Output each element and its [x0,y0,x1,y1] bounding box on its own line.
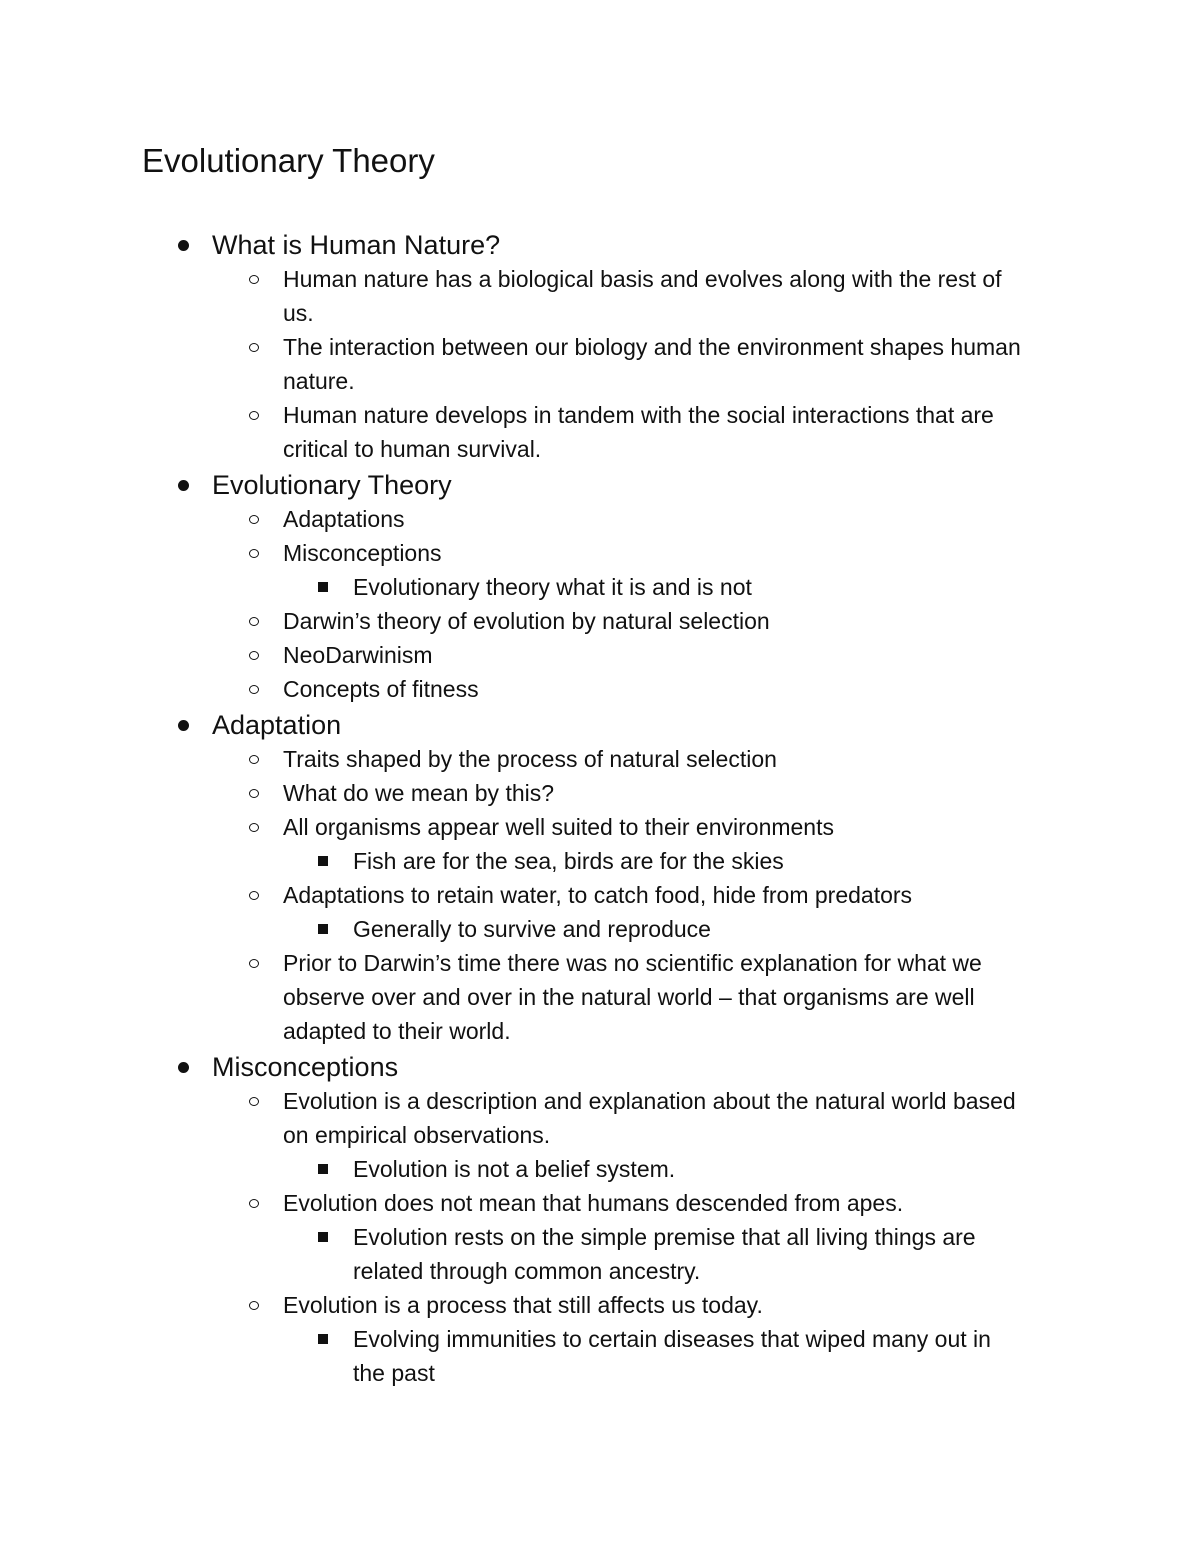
sub-list [212,742,1200,1048]
hollow-circle-bullet-icon [249,1199,259,1208]
nested-list-item-text: Generally to survive and reproduce [353,916,711,942]
hollow-circle-bullet-icon [249,651,259,660]
nested-list-item [0,1322,1003,1390]
list-item [0,810,1033,844]
nested-list-item-text: Evolutionary theory what it is and is not [353,574,752,600]
filled-circle-bullet-icon [178,480,189,491]
list-item-text: Misconceptions [283,540,442,566]
sub-list [212,1084,1200,1390]
hollow-circle-bullet-icon [249,515,259,524]
nested-list [212,1322,1200,1390]
list-item [0,536,1033,570]
square-bullet-icon [318,1232,328,1242]
hollow-circle-bullet-icon [249,823,259,832]
hollow-circle-bullet-icon [249,1097,259,1106]
hollow-circle-bullet-icon [249,1301,259,1310]
list-item-text: NeoDarwinism [283,642,433,668]
list-item [0,1288,1033,1322]
list-item [0,502,1033,536]
list-item-text: Darwin’s theory of evolution by natural selection [283,608,770,634]
section-heading: Evolutionary Theory [212,470,452,500]
hollow-circle-bullet-icon [249,789,259,798]
outline-item [0,708,1200,1048]
nested-list [212,844,1200,878]
list-item [0,262,1033,330]
list-item [0,638,1033,672]
list-item [0,330,1033,398]
list-item-text: Human nature develops in tandem with the social interactions that are critical to human survival. [283,402,994,462]
hollow-circle-bullet-icon [249,411,259,420]
hollow-circle-bullet-icon [249,617,259,626]
nested-list-item-text: Evolving immunities to certain diseases that wiped many out in the past [353,1326,991,1386]
list-item [0,946,1033,1048]
nested-list [212,912,1200,946]
list-item-text: Concepts of fitness [283,676,479,702]
list-item-text: Prior to Darwin’s time there was no scientific explanation for what we observe over and over in the natural world – that organisms are well adapted to their world. [283,950,982,1044]
nested-list-item [0,912,1003,946]
list-item [0,604,1033,638]
nested-list [212,570,1200,604]
square-bullet-icon [318,924,328,934]
list-item [0,878,1033,912]
section-heading: Adaptation [212,710,342,740]
list-item-text: The interaction between our biology and the environment shapes human nature. [283,334,1021,394]
square-bullet-icon [318,1164,328,1174]
list-item [0,398,1033,466]
list-item-text: Traits shaped by the process of natural selection [283,746,777,772]
nested-list-item [0,844,1003,878]
list-item [0,672,1033,706]
sub-list [212,262,1200,466]
hollow-circle-bullet-icon [249,959,259,968]
hollow-circle-bullet-icon [249,685,259,694]
nested-list-item-text: Fish are for the sea, birds are for the skies [353,848,784,874]
nested-list-item-text: Evolution rests on the simple premise that all living things are related through common ancestry. [353,1224,976,1284]
hollow-circle-bullet-icon [249,755,259,764]
list-item [0,1186,1033,1220]
filled-circle-bullet-icon [178,1062,189,1073]
hollow-circle-bullet-icon [249,891,259,900]
nested-list-item [0,1152,1003,1186]
list-item-text: Human nature has a biological basis and evolves along with the rest of us. [283,266,1002,326]
hollow-circle-bullet-icon [249,343,259,352]
filled-circle-bullet-icon [178,240,189,251]
outline-item [0,1050,1200,1390]
list-item [0,742,1033,776]
section-heading: Misconceptions [212,1052,399,1082]
list-item-text: Evolution is a process that still affects us today. [283,1292,763,1318]
nested-list-item [0,1220,1003,1288]
square-bullet-icon [318,582,328,592]
hollow-circle-bullet-icon [249,549,259,558]
list-item-text: Adaptations [283,506,405,532]
page-title: Evolutionary Theory [142,142,435,179]
nested-list-item [0,570,1003,604]
filled-circle-bullet-icon [178,720,189,731]
sub-list [212,502,1200,706]
nested-list [212,1220,1200,1288]
list-item [0,776,1033,810]
outline-item [0,228,1200,466]
list-item-text: Adaptations to retain water, to catch food, hide from predators [283,882,913,908]
hollow-circle-bullet-icon [249,275,259,284]
section-heading: What is Human Nature? [212,230,501,260]
list-item-text: What do we mean by this? [283,780,555,806]
list-item-text: Evolution is a description and explanation about the natural world based on empirical observations. [283,1088,1016,1148]
square-bullet-icon [318,856,328,866]
nested-list [212,1152,1200,1186]
list-item [0,1084,1033,1152]
list-item-text: Evolution does not mean that humans descended from apes. [283,1190,904,1216]
square-bullet-icon [318,1334,328,1344]
outline-list [0,228,1200,1390]
nested-list-item-text: Evolution is not a belief system. [353,1156,676,1182]
outline-item [0,468,1200,706]
list-item-text: All organisms appear well suited to their environments [283,814,834,840]
